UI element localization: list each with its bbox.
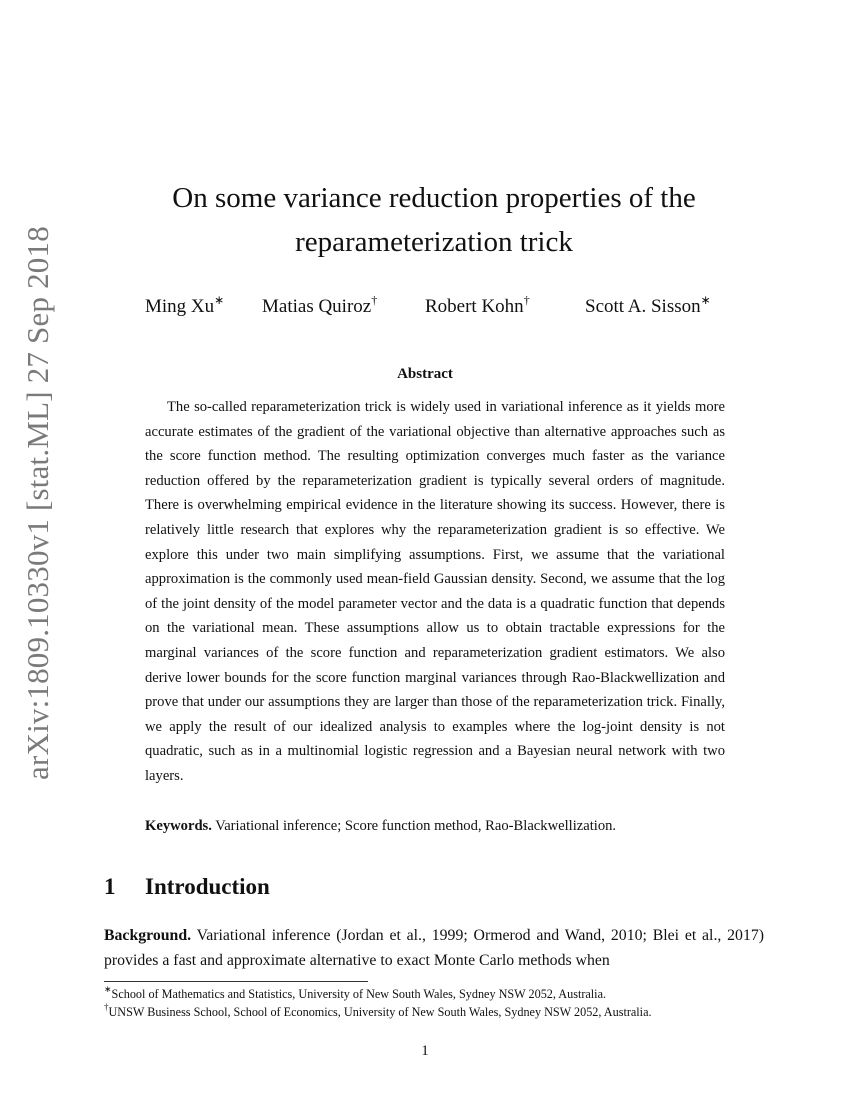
footnote-text: School of Mathematics and Statistics, University of New South Wales, Sydney NSW 2052, Australia. bbox=[111, 987, 607, 1002]
footnote-affiliation-1 bbox=[104, 985, 784, 1002]
author-list bbox=[0, 293, 850, 326]
paragraph-lead: Background. bbox=[104, 927, 192, 944]
intro-paragraph bbox=[104, 923, 764, 973]
keywords-text: Variational inference; Score function method, Rao-Blackwellization. bbox=[215, 818, 617, 834]
author-4 bbox=[585, 293, 711, 318]
page-number: 1 bbox=[421, 1043, 429, 1059]
author-name: Ming Xu bbox=[145, 296, 215, 317]
author-2 bbox=[262, 293, 378, 318]
footnote-mark: † bbox=[104, 1002, 109, 1012]
section-heading-introduction bbox=[104, 874, 604, 900]
arxiv-identifier-stamp: arXiv:1809.10330v1 [stat.ML] 27 Sep 2018 bbox=[20, 226, 55, 780]
footnote-affiliation-2 bbox=[104, 1003, 784, 1020]
keywords-line bbox=[145, 818, 745, 835]
author-1 bbox=[145, 293, 225, 318]
affiliation-mark: † bbox=[371, 293, 378, 307]
affiliation-mark: † bbox=[523, 293, 530, 307]
footnote-mark: ∗ bbox=[104, 984, 112, 994]
footnote-divider bbox=[104, 981, 368, 982]
keywords-label: Keywords. bbox=[145, 818, 212, 834]
author-name: Robert Kohn bbox=[425, 296, 524, 317]
affiliation-mark: ∗ bbox=[700, 293, 711, 307]
author-name: Matias Quiroz bbox=[262, 296, 372, 317]
section-title: Introduction bbox=[145, 874, 270, 899]
footnote-text: UNSW Business School, School of Economics, University of New South Wales, Sydney NSW 2052, Australia. bbox=[108, 1005, 652, 1020]
abstract-heading: Abstract bbox=[397, 366, 453, 382]
abstract-body: The so-called reparameterization trick is widely used in variational inference as it yields more accurate estimates of the gradient of the variational objective than alternative approaches such as the score function method. The resulting optimization converges much faster as the variance reduction offered by the reparameterization gradient is typically several orders of magnitude. There is overwhelming empirical evidence in the literature showing its success. However, there is relatively little research that explores why the reparameterization gradient is so effective. We explore this under two main simplifying assumptions. First, we assume that the variational approximation is the commonly used mean-field Gaussian density. Second, we assume that the log of the joint density of the model parameter vector and the data is a quadratic function that depends on the variational mean. These assumptions allow us to obtain tractable expressions for the marginal variances of the score function and reparameterization gradient estimators. We also derive lower bounds for the score function marginal variances through Rao-Blackwellization and prove that under our assumptions they are larger than those of the reparameterization trick. Finally, we apply the result of our idealized analysis to examples where the log-joint density is not quadratic, such as in a multinomial logistic regression and a Bayesian neural network with two layers. bbox=[145, 399, 725, 784]
paragraph-text: Variational inference (Jordan et al., 1999; Ormerod and Wand, 2010; Blei et al., 2017) provides a fast and approximate alternative to exact Monte Carlo methods when bbox=[104, 927, 765, 969]
paper-title-line-1: On some variance reduction properties of the bbox=[172, 182, 696, 214]
author-3 bbox=[425, 293, 530, 318]
affiliation-mark: ∗ bbox=[214, 293, 225, 307]
author-name: Scott A. Sisson bbox=[585, 296, 701, 317]
section-number: 1 bbox=[104, 874, 116, 899]
paper-title-line-2: reparameterization trick bbox=[295, 226, 573, 258]
